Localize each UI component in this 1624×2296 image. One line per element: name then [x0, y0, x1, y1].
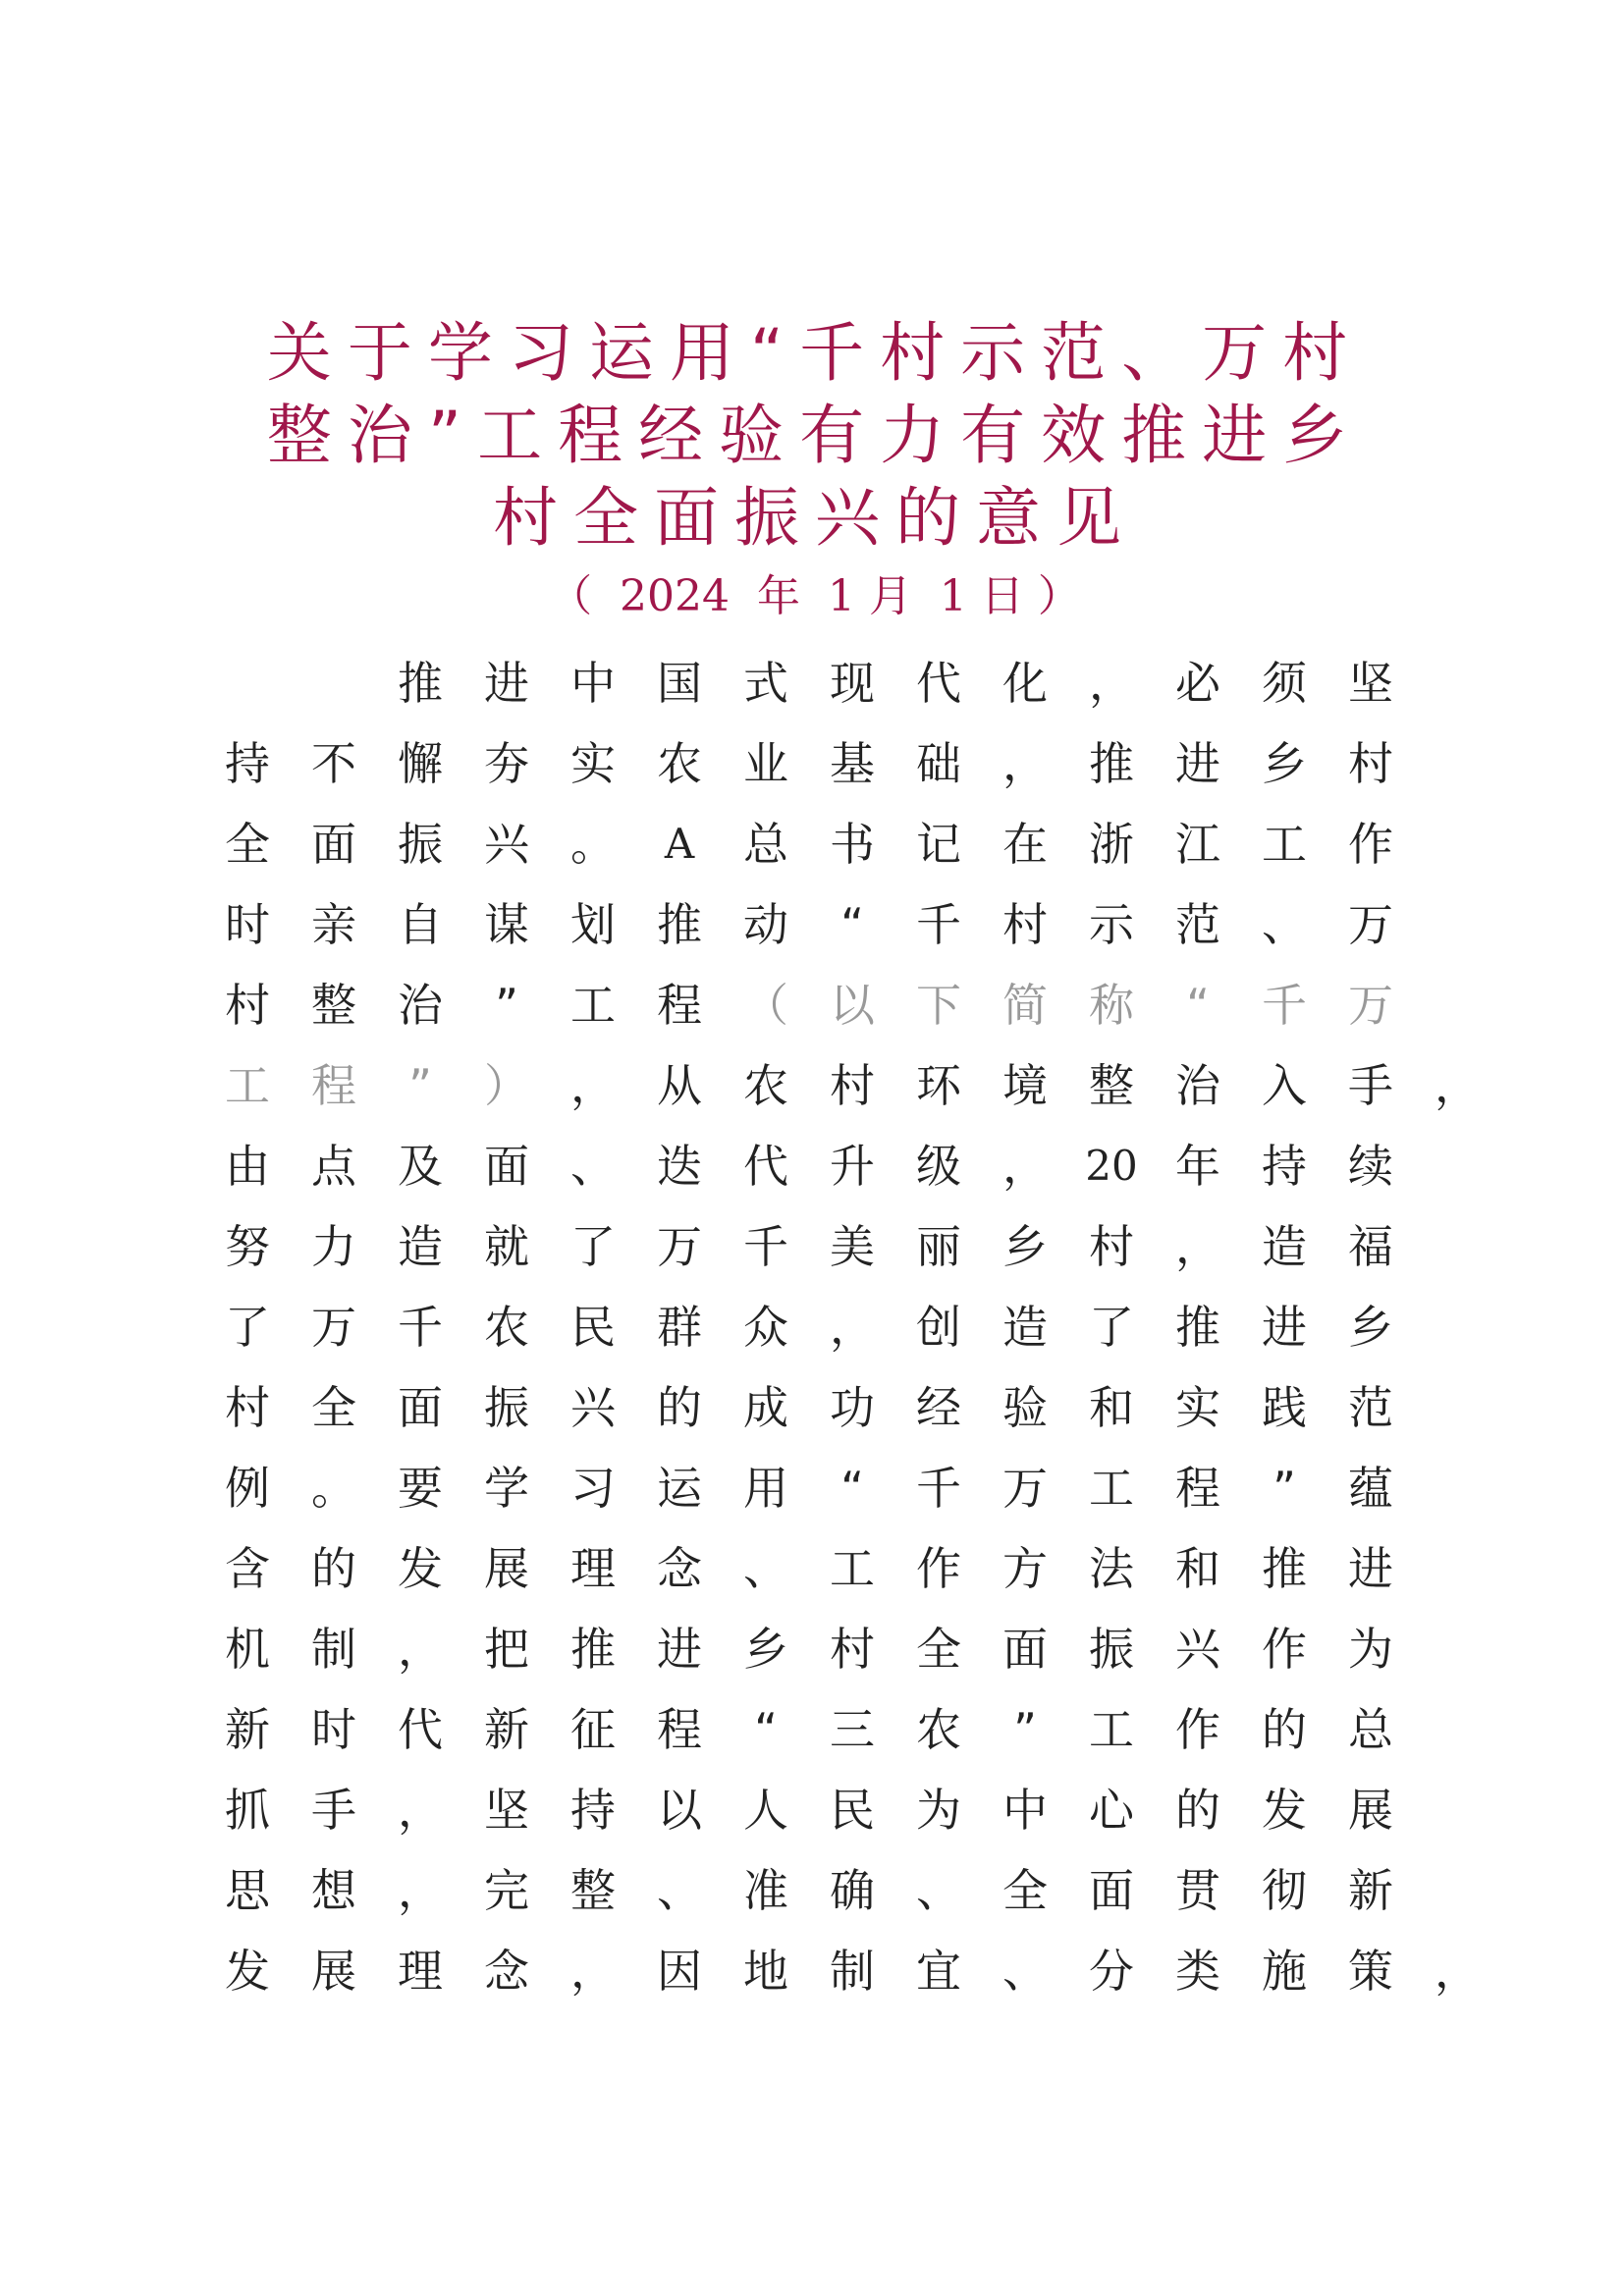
body-char: 成: [743, 1381, 788, 1434]
body-char: 代: [916, 657, 961, 710]
body-char: 环: [916, 1059, 961, 1112]
body-char: 从: [657, 1059, 702, 1112]
body-char: 江: [1175, 818, 1220, 871]
body-char: 就: [484, 1220, 529, 1273]
body-char: 作: [916, 1542, 961, 1595]
body-char: 中: [570, 657, 616, 710]
body-char: 境: [1002, 1059, 1048, 1112]
body-char: 村: [830, 1059, 875, 1112]
body-char: 式: [743, 657, 788, 710]
body-char: 程: [657, 979, 702, 1032]
body-char: 夯: [484, 737, 529, 790]
body-char: 动: [743, 898, 788, 951]
body-line: [218, 643, 1465, 723]
body-char: 进: [484, 657, 529, 710]
document-body: [218, 643, 1480, 2011]
body-char: ）: [484, 1059, 529, 1112]
body-char: 准: [743, 1864, 788, 1917]
body-char: 了: [570, 1220, 616, 1273]
body-char: 造: [1262, 1220, 1307, 1273]
body-char: 万: [311, 1301, 356, 1354]
body-char: 千: [916, 898, 961, 951]
body-char: 验: [1002, 1381, 1048, 1434]
body-char: 理: [398, 1945, 443, 1998]
body-char: 力: [311, 1220, 356, 1273]
body-char: 抓: [225, 1784, 270, 1837]
body-char: 千: [743, 1220, 788, 1273]
body-char: 民: [570, 1301, 616, 1354]
body-char: 贯: [1175, 1864, 1220, 1917]
body-char: 因: [657, 1945, 702, 1998]
body-char: ，: [1089, 657, 1134, 710]
body-char: 和: [1089, 1381, 1134, 1434]
body-char: 年: [1175, 1140, 1220, 1193]
body-char: 了: [1089, 1301, 1134, 1354]
body-char: 丽: [916, 1220, 961, 1273]
body-char: 全: [1002, 1864, 1048, 1917]
body-char: 兴: [1175, 1623, 1220, 1676]
body-char: ，: [398, 1864, 443, 1917]
body-line: [218, 1609, 1465, 1689]
body-char: 升: [830, 1140, 875, 1193]
body-char: 点: [311, 1140, 356, 1193]
body-char: 须: [1262, 657, 1307, 710]
title-line-3: 村全面振兴的意见: [493, 480, 1137, 556]
body-char: ，: [1435, 1945, 1480, 1998]
body-char: “: [840, 1462, 864, 1515]
body-char: “: [754, 1703, 778, 1756]
document-date: （ 2024 年 1 月 1 日 ）: [549, 571, 1081, 621]
body-char: 持: [1262, 1140, 1307, 1193]
body-char: 想: [311, 1864, 356, 1917]
body-char: 示: [1089, 898, 1134, 951]
body-char: 展: [311, 1945, 356, 1998]
body-char: 众: [743, 1301, 788, 1354]
body-line: [218, 884, 1465, 965]
body-char: 的: [311, 1542, 356, 1595]
body-line: [218, 1045, 1480, 1126]
body-char: 、: [570, 1140, 616, 1193]
body-char: 坚: [484, 1784, 529, 1837]
body-char: 展: [1348, 1784, 1393, 1837]
body-char: 策: [1348, 1945, 1393, 1998]
body-char: 村: [830, 1623, 875, 1676]
body-char: 振: [1089, 1623, 1134, 1676]
body-char: 千: [398, 1301, 443, 1354]
body-char: 进: [1175, 737, 1220, 790]
body-char: 福: [1348, 1220, 1393, 1273]
body-char: ，: [570, 1059, 616, 1112]
body-line: [218, 1287, 1465, 1367]
body-char: 治: [398, 979, 443, 1032]
body-char: 作: [1175, 1703, 1220, 1756]
body-char: 程: [1175, 1462, 1220, 1515]
body-char: 持: [225, 737, 270, 790]
body-char: 的: [1262, 1703, 1307, 1756]
title-line-2: 整治”工程经验有力有效推进乡: [266, 398, 1364, 473]
body-char: 万: [1002, 1462, 1048, 1515]
body-char: 民: [830, 1784, 875, 1837]
body-char: 万: [1348, 898, 1393, 951]
body-line: [218, 1126, 1465, 1206]
body-char: 理: [570, 1542, 616, 1595]
document-title: [201, 312, 1429, 560]
body-char: 发: [1262, 1784, 1307, 1837]
body-char: 作: [1348, 818, 1393, 871]
body-char: 面: [1002, 1623, 1048, 1676]
body-char: 程: [657, 1703, 702, 1756]
body-char: “: [840, 898, 864, 951]
body-char: 自: [398, 898, 443, 951]
body-line: [218, 1206, 1465, 1287]
body-char: 全: [311, 1381, 356, 1434]
body-char: 要: [398, 1462, 443, 1515]
body-char: 国: [657, 657, 702, 710]
body-char: 兴: [570, 1381, 616, 1434]
body-line: [218, 1528, 1465, 1609]
body-char: 分: [1089, 1945, 1134, 1998]
body-char: 在: [1002, 818, 1048, 871]
body-char: 进: [1262, 1301, 1307, 1354]
body-char: 业: [743, 737, 788, 790]
body-char: 例: [225, 1462, 270, 1515]
body-char: 农: [916, 1703, 961, 1756]
body-char: 机: [225, 1623, 270, 1676]
body-char: 村: [1348, 737, 1393, 790]
body-char: 农: [657, 737, 702, 790]
body-line: [218, 1770, 1465, 1850]
body-char: ”: [1013, 1703, 1037, 1756]
body-char: 下: [916, 979, 961, 1032]
body-char: 全: [916, 1623, 961, 1676]
body-char: 简: [1002, 979, 1048, 1032]
body-char: 范: [1348, 1381, 1393, 1434]
body-char: 念: [657, 1542, 702, 1595]
body-char: 的: [1175, 1784, 1220, 1837]
body-char: 整: [1089, 1059, 1134, 1112]
body-char: 实: [570, 737, 616, 790]
body-char: 代: [743, 1140, 788, 1193]
body-char: 创: [916, 1301, 961, 1354]
body-char: 工: [1089, 1462, 1134, 1515]
body-char: 振: [398, 818, 443, 871]
body-char: 范: [1175, 898, 1220, 951]
body-line: [218, 1931, 1480, 2011]
body-char: 面: [311, 818, 356, 871]
body-char: 以: [657, 1784, 702, 1837]
body-char: 乡: [1002, 1220, 1048, 1273]
body-char: 把: [484, 1623, 529, 1676]
body-char: 推: [1089, 737, 1134, 790]
body-char: 总: [743, 818, 788, 871]
body-char: 人: [743, 1784, 788, 1837]
body-char: 时: [311, 1703, 356, 1756]
body-char: ，: [1002, 737, 1048, 790]
body-char: 用: [743, 1462, 788, 1515]
body-char: 类: [1175, 1945, 1220, 1998]
body-char: 推: [570, 1623, 616, 1676]
body-char: 造: [1002, 1301, 1048, 1354]
body-char: ，: [1002, 1140, 1048, 1193]
body-line: [218, 1367, 1465, 1448]
body-char: 千: [1262, 979, 1307, 1032]
body-char: 工: [830, 1542, 875, 1595]
body-char: 持: [570, 1784, 616, 1837]
body-char: 20: [1085, 1142, 1138, 1190]
body-char: 振: [484, 1381, 529, 1434]
body-char: 千: [916, 1462, 961, 1515]
body-char: 努: [225, 1220, 270, 1273]
body-char: （: [743, 979, 788, 1032]
body-line: [218, 1850, 1465, 1931]
body-char: 程: [311, 1059, 356, 1112]
body-char: 。: [570, 818, 616, 871]
body-char: 、: [657, 1864, 702, 1917]
body-char: 、: [1002, 1945, 1048, 1998]
body-char: 面: [398, 1381, 443, 1434]
body-char: 面: [1089, 1864, 1134, 1917]
body-char: 及: [398, 1140, 443, 1193]
body-char: 农: [743, 1059, 788, 1112]
body-char: ”: [408, 1059, 432, 1112]
body-char: ，: [398, 1623, 443, 1676]
body-char: 代: [398, 1703, 443, 1756]
body-char: 运: [657, 1462, 702, 1515]
body-char: 经: [916, 1381, 961, 1434]
body-char: 总: [1348, 1703, 1393, 1756]
body-char: 工: [1262, 818, 1307, 871]
body-char: 整: [311, 979, 356, 1032]
body-char: 工: [1089, 1703, 1134, 1756]
body-char: ”: [1272, 1462, 1296, 1515]
body-char: 坚: [1348, 657, 1393, 710]
body-char: 推: [398, 657, 443, 710]
body-char: ，: [398, 1784, 443, 1837]
body-char: 征: [570, 1703, 616, 1756]
body-char: 进: [657, 1623, 702, 1676]
body-char: 施: [1262, 1945, 1307, 1998]
body-char: 推: [1175, 1301, 1220, 1354]
body-char: 乡: [1262, 737, 1307, 790]
body-char: 工: [225, 1059, 270, 1112]
body-char: 时: [225, 898, 270, 951]
body-char: 宜: [916, 1945, 961, 1998]
body-char: 迭: [657, 1140, 702, 1193]
body-char: 全: [225, 818, 270, 871]
body-char: 浙: [1089, 818, 1134, 871]
body-line: [218, 723, 1465, 804]
body-char: 作: [1262, 1623, 1307, 1676]
body-char: 入: [1262, 1059, 1307, 1112]
body-char: 整: [570, 1864, 616, 1917]
body-char: 群: [657, 1301, 702, 1354]
body-line: [218, 965, 1465, 1045]
body-char: 含: [225, 1542, 270, 1595]
body-char: A: [664, 820, 695, 868]
body-char: 记: [916, 818, 961, 871]
body-char: 治: [1175, 1059, 1220, 1112]
body-char: 为: [1348, 1623, 1393, 1676]
body-char: 确: [830, 1864, 875, 1917]
body-char: 蕴: [1348, 1462, 1393, 1515]
body-char: 书: [830, 818, 875, 871]
body-char: 功: [830, 1381, 875, 1434]
body-char: 三: [830, 1703, 875, 1756]
body-char: 思: [225, 1864, 270, 1917]
body-char: 、: [743, 1542, 788, 1595]
body-char: 新: [225, 1703, 270, 1756]
body-char: 践: [1262, 1381, 1307, 1434]
body-char: ，: [830, 1301, 875, 1354]
body-char: 新: [484, 1703, 529, 1756]
body-char: 造: [398, 1220, 443, 1273]
body-char: 地: [743, 1945, 788, 1998]
body-char: 。: [311, 1462, 356, 1515]
body-char: 中: [1002, 1784, 1048, 1837]
body-char: 划: [570, 898, 616, 951]
body-char: 乡: [1348, 1301, 1393, 1354]
body-char: 了: [225, 1301, 270, 1354]
body-char: 制: [830, 1945, 875, 1998]
body-char: 亲: [311, 898, 356, 951]
body-char: 手: [311, 1784, 356, 1837]
body-char: 称: [1089, 979, 1134, 1032]
body-char: 美: [830, 1220, 875, 1273]
body-line: [218, 1689, 1465, 1770]
body-char: 进: [1348, 1542, 1393, 1595]
body-char: 懈: [398, 737, 443, 790]
body-char: 和: [1175, 1542, 1220, 1595]
body-char: 发: [398, 1542, 443, 1595]
body-char: 村: [1089, 1220, 1134, 1273]
title-line-1: 关于学习运用“千村示范、万村: [266, 315, 1364, 391]
body-char: 基: [830, 737, 875, 790]
body-char: 发: [225, 1945, 270, 1998]
body-char: 彻: [1262, 1864, 1307, 1917]
body-char: ，: [570, 1945, 616, 1998]
body-char: ，: [1435, 1059, 1480, 1112]
body-line: [218, 1448, 1465, 1528]
body-char: 推: [657, 898, 702, 951]
body-char: 完: [484, 1864, 529, 1917]
body-char: 新: [1348, 1864, 1393, 1917]
body-char: 心: [1089, 1784, 1134, 1837]
body-char: 法: [1089, 1542, 1134, 1595]
body-char: 不: [311, 737, 356, 790]
body-char: 兴: [484, 818, 529, 871]
body-char: 础: [916, 737, 961, 790]
body-char: 由: [225, 1140, 270, 1193]
body-char: 乡: [743, 1623, 788, 1676]
body-char: 村: [225, 979, 270, 1032]
body-line: [218, 804, 1465, 884]
body-char: 制: [311, 1623, 356, 1676]
body-char: 的: [657, 1381, 702, 1434]
body-char: 、: [916, 1864, 961, 1917]
body-char: 村: [1002, 898, 1048, 951]
body-char: 面: [484, 1140, 529, 1193]
body-char: 展: [484, 1542, 529, 1595]
body-char: 村: [225, 1381, 270, 1434]
body-char: 推: [1262, 1542, 1307, 1595]
body-char: 念: [484, 1945, 529, 1998]
body-char: 必: [1175, 657, 1220, 710]
body-char: 学: [484, 1462, 529, 1515]
body-char: 工: [570, 979, 616, 1032]
body-char: 农: [484, 1301, 529, 1354]
body-char: 现: [830, 657, 875, 710]
body-char: 实: [1175, 1381, 1220, 1434]
body-char: 以: [830, 979, 875, 1032]
body-char: 、: [1262, 898, 1307, 951]
body-char: 续: [1348, 1140, 1393, 1193]
body-char: ，: [1175, 1220, 1220, 1273]
body-char: 级: [916, 1140, 961, 1193]
body-char: 谋: [484, 898, 529, 951]
body-char: 万: [1348, 979, 1393, 1032]
body-char: “: [1186, 979, 1210, 1032]
body-char: 万: [657, 1220, 702, 1273]
body-char: ”: [495, 979, 518, 1032]
body-char: 方: [1002, 1542, 1048, 1595]
body-char: 习: [570, 1462, 616, 1515]
body-char: 手: [1348, 1059, 1393, 1112]
body-char: 化: [1002, 657, 1048, 710]
body-char: 为: [916, 1784, 961, 1837]
